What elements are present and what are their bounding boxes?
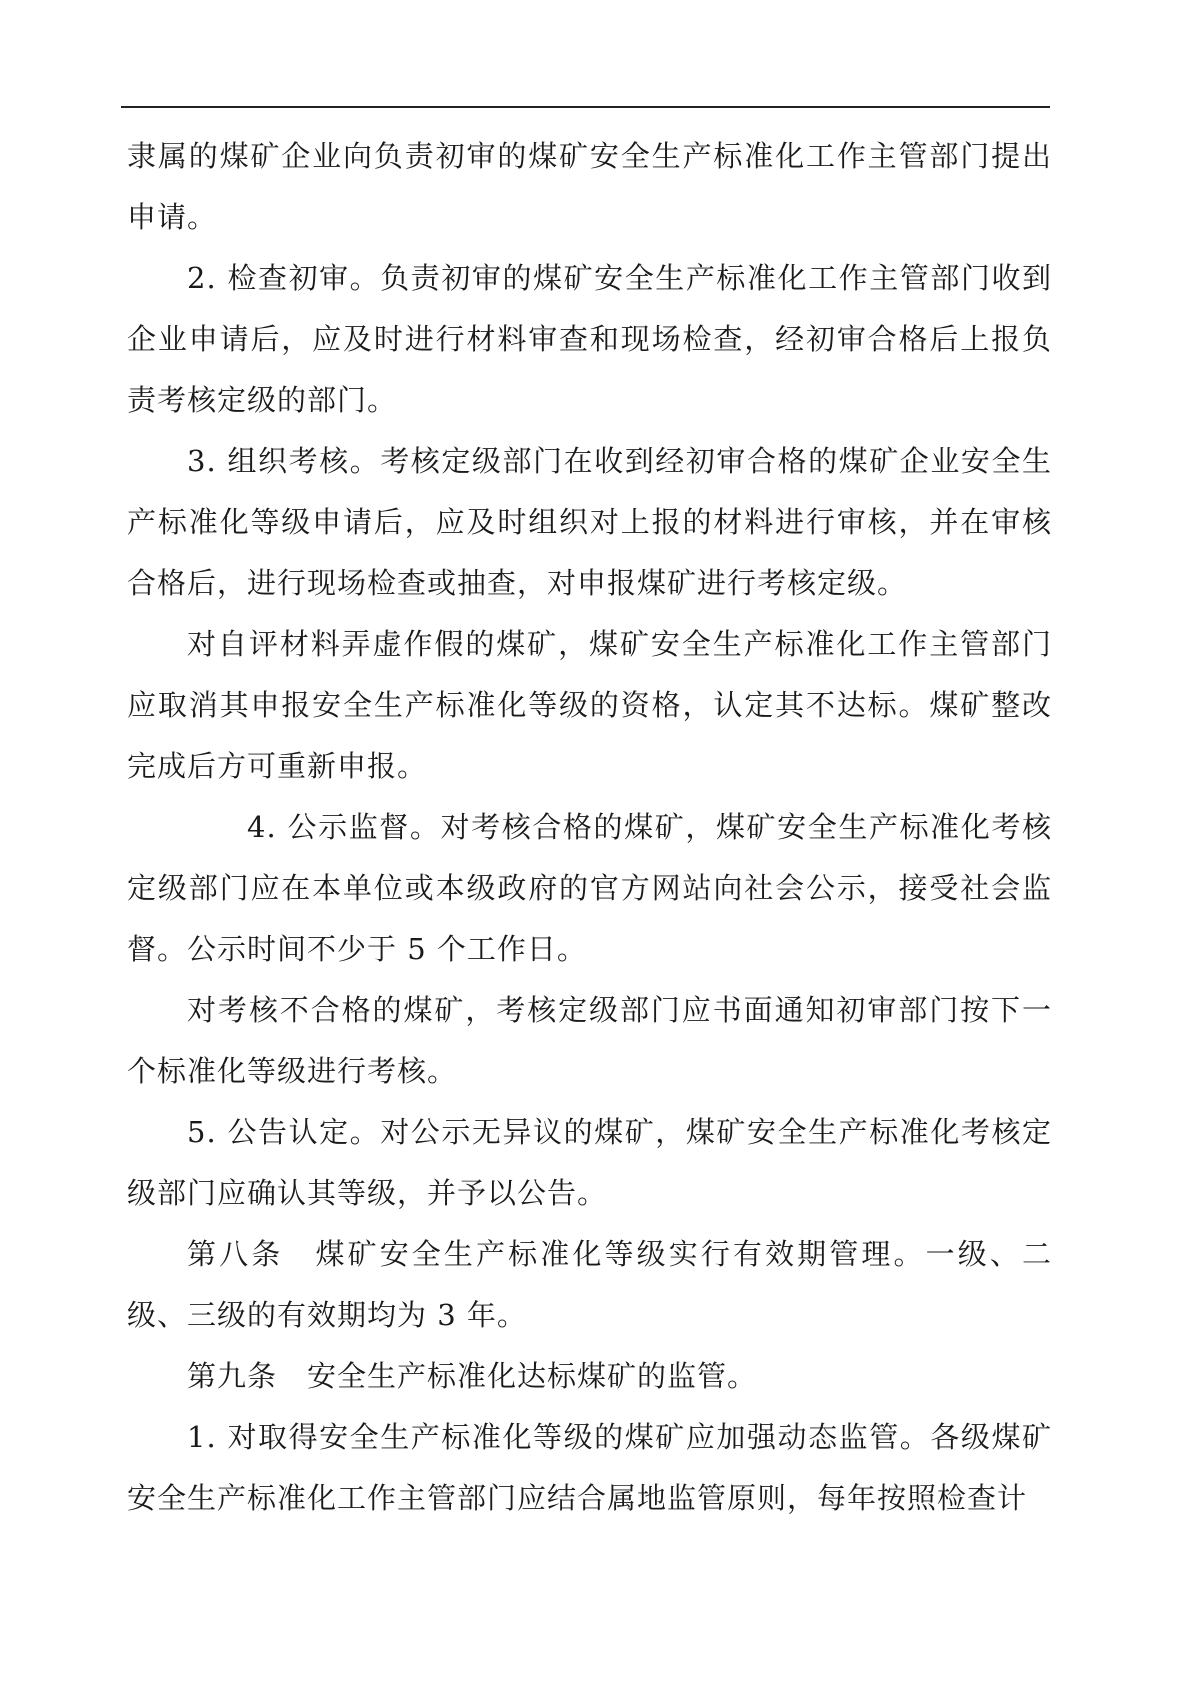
paragraph-item-2: 2. 检查初审。负责初审的煤矿安全生产标准化工作主管部门收到企业申请后，应及时进行材料审查和现场检查，经初审合格后上报负责考核定级的部门。 [127,261,1052,417]
paragraph-item-4: 4. 公示监督。对考核合格的煤矿，煤矿安全生产标准化考核定级部门应在本单位或本级政府的官方网站向社会公示，接受社会监督。公示时间不少于 5 个工作日。 [127,810,1052,966]
paragraph-falsification: 对自评材料弄虚作假的煤矿，煤矿安全生产标准化工作主管部门应取消其申报安全生产标准化等级的资格，认定其不达标。煤矿整改完成后方可重新申报。 [127,627,1052,783]
paragraph-article-9-item-1: 1. 对取得安全生产标准化等级的煤矿应加强动态监管。各级煤矿安全生产标准化工作主管部门应结合属地监管原则，每年按照检查计 [127,1420,1052,1515]
document-body [127,126,1052,1529]
paragraph-continuation: 隶属的煤矿企业向负责初审的煤矿安全生产标准化工作主管部门提出申请。 [127,139,1052,234]
header-rule [121,106,1050,108]
paragraph-failed: 对考核不合格的煤矿，考核定级部门应书面通知初审部门按下一个标准化等级进行考核。 [127,993,1052,1088]
paragraph-item-5: 5. 公告认定。对公示无异议的煤矿，煤矿安全生产标准化考核定级部门应确认其等级，并予以公告。 [127,1115,1052,1210]
paragraph-item-3: 3. 组织考核。考核定级部门在收到经初审合格的煤矿企业安全生产标准化等级申请后，应及时组织对上报的材料进行审核，并在审核合格后，进行现场检查或抽查，对申报煤矿进行考核定级。 [127,444,1052,600]
paragraph-article-8: 第八条 煤矿安全生产标准化等级实行有效期管理。一级、二级、三级的有效期均为 3 年。 [127,1237,1052,1332]
paragraph-article-9: 第九条 安全生产标准化达标煤矿的监管。 [187,1359,758,1393]
